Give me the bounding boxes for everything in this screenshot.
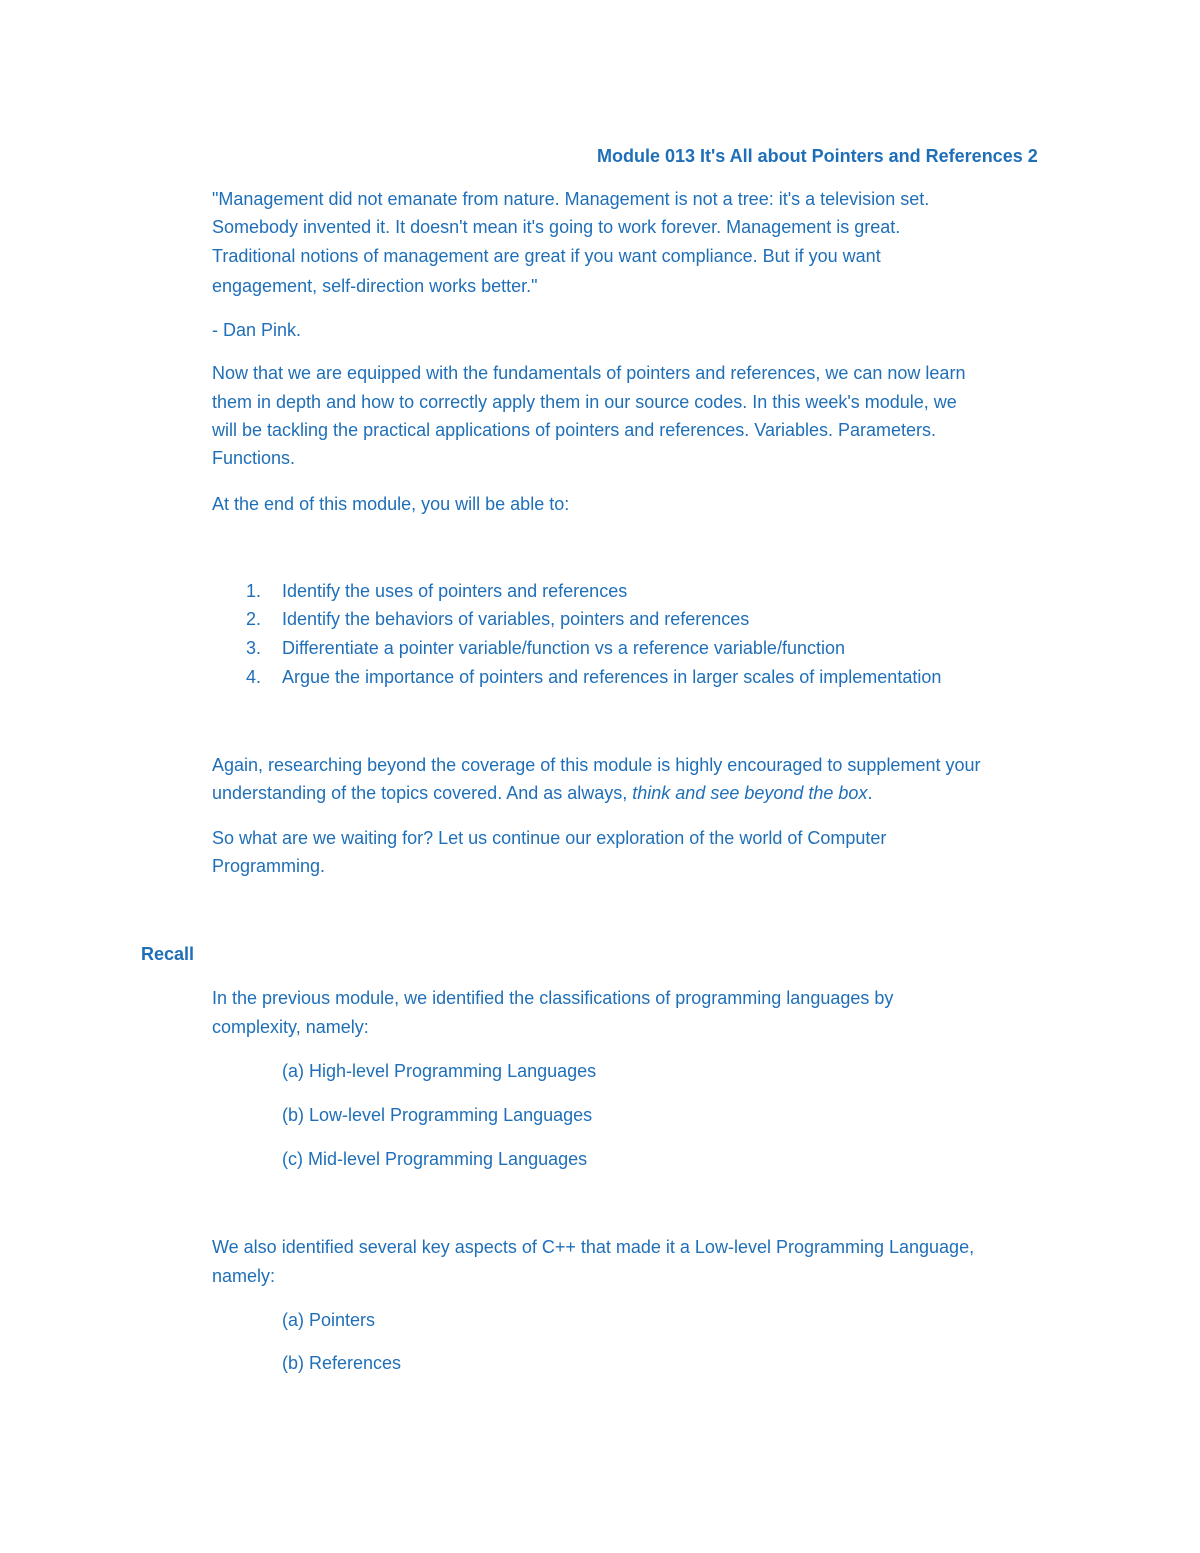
objectives-intro: At the end of this module, you will be able to: xyxy=(212,494,570,514)
quote-line: "Management did not emanate from nature. Management is not a tree: it's a television set. xyxy=(212,189,930,209)
again-text: understanding of the topics covered. And as always, xyxy=(212,783,633,803)
intro-line: Now that we are equipped with the fundamentals of pointers and references, we can now learn xyxy=(212,363,966,383)
again-line: Again, researching beyond the coverage of this module is highly encouraged to supplement your xyxy=(212,755,981,775)
list-number: 1. xyxy=(246,581,262,601)
recall-line: complexity, namely: xyxy=(212,1017,369,1037)
again-period: . xyxy=(867,783,873,803)
recall-line: In the previous module, we identified the classifications of programming languages by xyxy=(212,988,894,1008)
list-number: 2. xyxy=(246,609,262,629)
intro-line: them in depth and how to correctly apply them in our source codes. In this week's module, we xyxy=(212,392,957,412)
intro-line: Functions. xyxy=(212,448,296,468)
closing-line: Programming. xyxy=(212,856,326,876)
list-number: 3. xyxy=(246,638,262,658)
page-title: Module 013 It's All about Pointers and References 2 xyxy=(597,146,1038,166)
quote-line: Traditional notions of management are great if you want compliance. But if you want xyxy=(212,246,881,266)
list-text: Differentiate a pointer variable/function vs a reference variable/function xyxy=(282,638,845,658)
list-item: (a) Pointers xyxy=(282,1310,376,1330)
quote-line: engagement, self-direction works better." xyxy=(212,276,538,296)
list-text: Identify the uses of pointers and references xyxy=(282,581,628,601)
closing-line: So what are we waiting for? Let us continue our exploration of the world of Computer xyxy=(212,828,887,848)
list-text: Argue the importance of pointers and references in larger scales of implementation xyxy=(282,667,942,687)
list-item: (a) High-level Programming Languages xyxy=(282,1061,597,1081)
again-line xyxy=(212,779,872,807)
recall-heading: Recall xyxy=(141,944,195,964)
quote-attribution: - Dan Pink. xyxy=(212,320,302,340)
quote-line: Somebody invented it. It doesn't mean it's going to work forever. Management is great. xyxy=(212,217,901,237)
list-text: Identify the behaviors of variables, pointers and references xyxy=(282,609,750,629)
list-item: (c) Mid-level Programming Languages xyxy=(282,1149,588,1169)
list-item: (b) Low-level Programming Languages xyxy=(282,1105,593,1125)
aspects-line: namely: xyxy=(212,1266,276,1286)
again-emphasis: think and see beyond the box xyxy=(632,783,868,803)
intro-line: will be tackling the practical applications of pointers and references. Variables. Parameters. xyxy=(212,420,937,440)
list-number: 4. xyxy=(246,667,262,687)
list-item: (b) References xyxy=(282,1353,402,1373)
aspects-line: We also identified several key aspects of C++ that made it a Low-level Programming Language, xyxy=(212,1237,975,1257)
